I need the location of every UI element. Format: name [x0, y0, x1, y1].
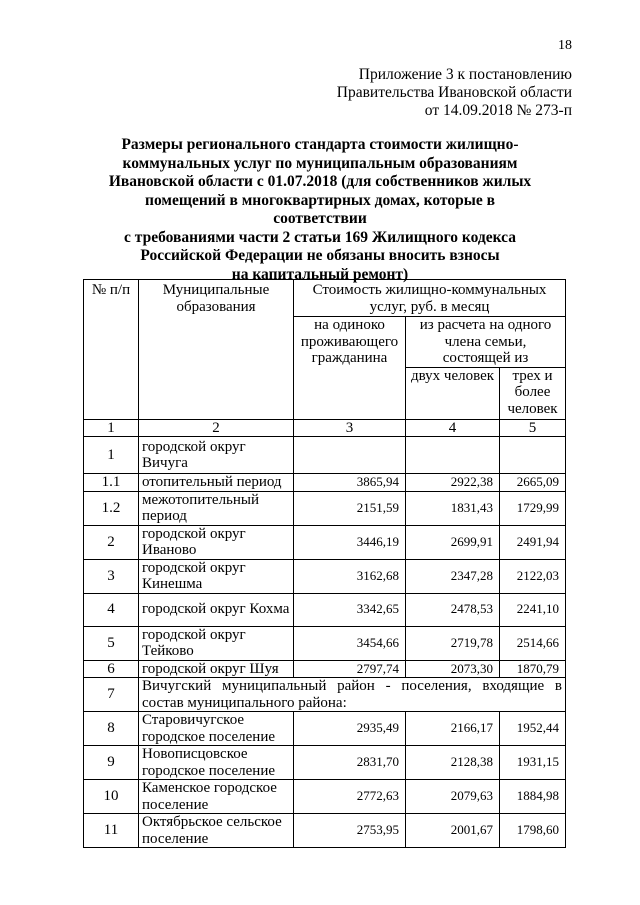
table-row: [84, 660, 566, 678]
column-number: 2: [139, 419, 294, 437]
title-line: коммунальных услуг по муниципальным образованиям: [122, 154, 518, 172]
column-number: 4: [406, 419, 500, 437]
document-title: [100, 136, 540, 284]
cost-two: 2073,30: [406, 660, 500, 678]
municipality-name: городской округ Кохма: [139, 593, 294, 626]
municipality-name: Новописцовское городское поселение: [139, 746, 294, 780]
cost-single: 3446,19: [294, 525, 406, 559]
municipality-name: городской округ Вичуга: [139, 437, 294, 474]
cost-single: 2151,59: [294, 491, 406, 525]
municipality-name: городской округ Шуя: [139, 660, 294, 678]
title-line: с требованиями части 2 статьи 169 Жилищного кодекса: [124, 228, 516, 246]
row-number: 7: [84, 678, 139, 712]
cost-two: 2079,63: [406, 780, 500, 814]
appendix-line: от 14.09.2018 № 273-п: [424, 102, 572, 119]
header-three-plus: трех и более человек: [500, 367, 566, 419]
table-row: [84, 437, 566, 474]
header-municipality: Муниципальные образования: [139, 280, 294, 420]
cost-two: 2478,53: [406, 593, 500, 626]
row-number: 8: [84, 712, 139, 746]
cost-two: 2166,17: [406, 712, 500, 746]
table-row: [84, 746, 566, 780]
municipality-name: межотопительный период: [139, 491, 294, 525]
table-row: [84, 593, 566, 626]
municipality-name: Каменское городское поселение: [139, 780, 294, 814]
cost-three-plus: 2665,09: [500, 474, 566, 492]
cost-two: [406, 437, 500, 474]
municipality-name: городской округ Тейково: [139, 626, 294, 660]
table-row: [84, 712, 566, 746]
section-row: [84, 678, 566, 712]
header-cost: Стоимость жилищно-коммунальных услуг, руб. в месяц: [294, 280, 566, 317]
column-number: 3: [294, 419, 406, 437]
title-line: Российской Федерации не обязаны вносить взносы: [140, 247, 500, 264]
cost-two: 2719,78: [406, 626, 500, 660]
cost-two: 2699,91: [406, 525, 500, 559]
section-title: [139, 678, 566, 712]
row-number: 5: [84, 626, 139, 660]
row-number: 3: [84, 559, 139, 593]
cost-three-plus: 2491,94: [500, 525, 566, 559]
table-row: [84, 814, 566, 848]
row-number: 10: [84, 780, 139, 814]
cost-three-plus: [500, 437, 566, 474]
municipality-name: отопительный период: [139, 474, 294, 492]
cost-two: 2128,38: [406, 746, 500, 780]
appendix-line: Правительства Ивановской области: [336, 84, 572, 101]
header-num: № п/п: [84, 280, 139, 420]
section-title-line: состав муниципального района:: [142, 694, 347, 711]
cost-single: 3342,65: [294, 593, 406, 626]
row-number: 1: [84, 437, 139, 474]
table-row: [84, 491, 566, 525]
header-single: на одиноко проживающего гражданина: [294, 317, 406, 420]
title-line: на капитальный ремонт): [231, 265, 409, 283]
cost-two: 1831,43: [406, 491, 500, 525]
cost-single: 2772,63: [294, 780, 406, 814]
cost-single: 3454,66: [294, 626, 406, 660]
cost-three-plus: 2122,03: [500, 559, 566, 593]
cost-single: 2753,95: [294, 814, 406, 848]
table-row: [84, 525, 566, 559]
cost-three-plus: 1931,15: [500, 746, 566, 780]
table-row: [84, 626, 566, 660]
row-number: 2: [84, 525, 139, 559]
municipality-name: городской округ Кинешма: [139, 559, 294, 593]
cost-three-plus: 1798,60: [500, 814, 566, 848]
cost-single: 2797,74: [294, 660, 406, 678]
row-number: 1.2: [84, 491, 139, 525]
header-two: двух человек: [406, 367, 500, 419]
title-line: Ивановской области с 01.07.2018 (для собственников жилых: [108, 173, 532, 190]
cost-three-plus: 1870,79: [500, 660, 566, 678]
cost-single: 2935,49: [294, 712, 406, 746]
municipality-name: городской округ Иваново: [139, 525, 294, 559]
row-number: 6: [84, 660, 139, 678]
row-number: 4: [84, 593, 139, 626]
row-number: 9: [84, 746, 139, 780]
title-line: помещений в многоквартирных домах, которые в соответствии: [145, 191, 495, 227]
municipality-name: Старовичугское городское поселение: [139, 712, 294, 746]
column-number: 5: [500, 419, 566, 437]
header-per-member: из расчета на одного члена семьи, состоящей из: [406, 317, 566, 368]
cost-single: 3865,94: [294, 474, 406, 492]
appendix-reference: [212, 66, 572, 120]
table-row: [84, 559, 566, 593]
table-row: [84, 780, 566, 814]
cost-single: 3162,68: [294, 559, 406, 593]
column-number: 1: [84, 419, 139, 437]
cost-three-plus: 2241,10: [500, 593, 566, 626]
page-number: 18: [558, 38, 572, 53]
cost-three-plus: 2514,66: [500, 626, 566, 660]
cost-three-plus: 1952,44: [500, 712, 566, 746]
title-line: Размеры регионального стандарта стоимости жилищно-: [121, 136, 519, 153]
cost-two: 2001,67: [406, 814, 500, 848]
municipality-name: Октябрьское сельское поселение: [139, 814, 294, 848]
row-number: 11: [84, 814, 139, 848]
cost-two: 2347,28: [406, 559, 500, 593]
cost-single: [294, 437, 406, 474]
row-number: 1.1: [84, 474, 139, 492]
cost-two: 2922,38: [406, 474, 500, 492]
cost-single: 2831,70: [294, 746, 406, 780]
rates-table: [83, 279, 566, 848]
table-row: [84, 474, 566, 492]
appendix-line: Приложение 3 к постановлению: [358, 66, 572, 83]
cost-three-plus: 1884,98: [500, 780, 566, 814]
cost-three-plus: 1729,99: [500, 491, 566, 525]
section-title-line: Вичугский муниципальный район - поселения, входящие в: [142, 678, 563, 694]
